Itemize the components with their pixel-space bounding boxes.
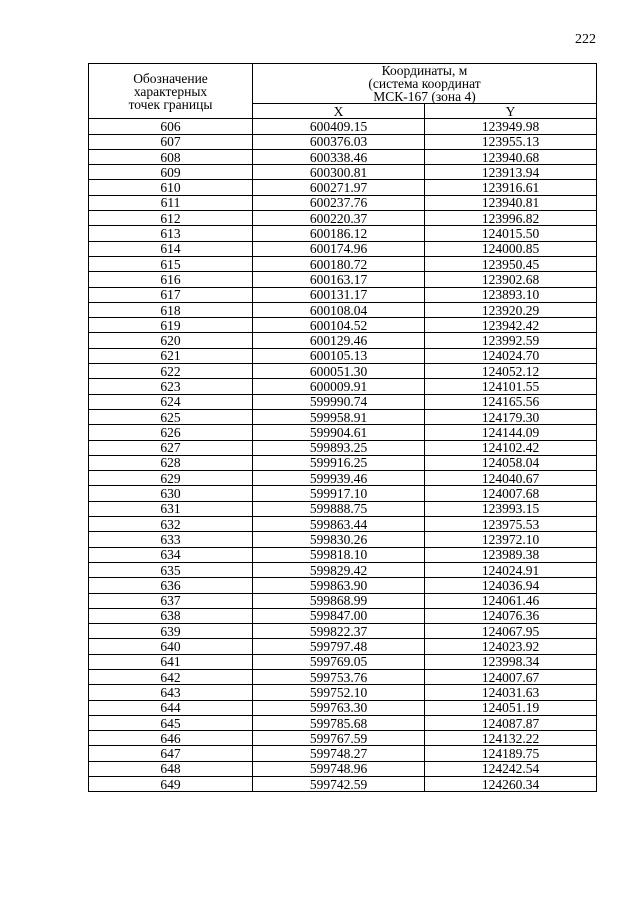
table-row <box>89 440 597 455</box>
table-row <box>89 471 597 486</box>
point-id-cell: 639 <box>89 624 253 639</box>
y-coordinate-cell: 124051.19 <box>425 700 597 715</box>
x-coordinate-cell: 599847.00 <box>253 608 425 623</box>
point-id-cell: 628 <box>89 455 253 470</box>
y-coordinate-cell: 123942.42 <box>425 318 597 333</box>
point-id-cell: 644 <box>89 700 253 715</box>
x-coordinate-cell: 600131.17 <box>253 287 425 302</box>
table-row <box>89 134 597 149</box>
point-id-cell: 641 <box>89 654 253 669</box>
table-row <box>89 425 597 440</box>
table-row <box>89 165 597 180</box>
table-row <box>89 578 597 593</box>
table-row <box>89 731 597 746</box>
y-coordinate-cell: 124007.67 <box>425 669 597 684</box>
table-row <box>89 654 597 669</box>
point-id-cell: 648 <box>89 761 253 776</box>
y-coordinate-cell: 124087.87 <box>425 715 597 730</box>
table-row <box>89 211 597 226</box>
y-coordinate-cell: 123902.68 <box>425 272 597 287</box>
y-coordinate-cell: 124067.95 <box>425 624 597 639</box>
y-coordinate-cell: 124024.70 <box>425 348 597 363</box>
point-id-cell: 621 <box>89 348 253 363</box>
y-coordinate-cell: 124076.36 <box>425 608 597 623</box>
points-header-line: характерных <box>133 83 208 99</box>
y-coordinate-cell: 123993.15 <box>425 501 597 516</box>
y-coordinate-cell: 123998.34 <box>425 654 597 669</box>
point-id-cell: 617 <box>89 287 253 302</box>
y-coordinate-cell: 124024.91 <box>425 562 597 577</box>
point-id-cell: 616 <box>89 272 253 287</box>
x-coordinate-cell: 599904.61 <box>253 425 425 440</box>
table-row <box>89 180 597 195</box>
point-id-cell: 636 <box>89 578 253 593</box>
x-coordinate-cell: 600271.97 <box>253 180 425 195</box>
y-coordinate-cell: 124058.04 <box>425 455 597 470</box>
point-id-cell: 649 <box>89 777 253 792</box>
x-coordinate-cell: 599916.25 <box>253 455 425 470</box>
point-id-cell: 635 <box>89 562 253 577</box>
table-row <box>89 562 597 577</box>
table-row <box>89 379 597 394</box>
table-row <box>89 256 597 271</box>
x-coordinate-cell: 599829.42 <box>253 562 425 577</box>
x-coordinate-cell: 600338.46 <box>253 149 425 164</box>
y-coordinate-cell: 124189.75 <box>425 746 597 761</box>
x-coordinate-cell: 600220.37 <box>253 211 425 226</box>
point-id-cell: 606 <box>89 119 253 134</box>
table-row <box>89 195 597 210</box>
y-coordinate-cell: 124242.54 <box>425 761 597 776</box>
point-id-cell: 613 <box>89 226 253 241</box>
table-row <box>89 777 597 792</box>
x-coordinate-cell: 600376.03 <box>253 134 425 149</box>
y-coordinate-cell: 124144.09 <box>425 425 597 440</box>
x-coordinate-cell: 600163.17 <box>253 272 425 287</box>
x-coordinate-cell: 599888.75 <box>253 501 425 516</box>
point-id-cell: 631 <box>89 501 253 516</box>
coords-header-line: МСК-167 (зона 4) <box>373 89 476 104</box>
x-coordinate-cell: 600186.12 <box>253 226 425 241</box>
table-row <box>89 593 597 608</box>
x-coordinate-cell: 599785.68 <box>253 715 425 730</box>
y-coordinate-cell: 123940.81 <box>425 195 597 210</box>
x-coordinate-cell: 599752.10 <box>253 685 425 700</box>
x-coordinate-cell: 599742.59 <box>253 777 425 792</box>
x-coordinate-cell: 600009.91 <box>253 379 425 394</box>
coordinates-table <box>88 63 597 792</box>
x-coordinate-cell: 600108.04 <box>253 302 425 317</box>
y-coordinate-cell: 123972.10 <box>425 532 597 547</box>
table-row <box>89 409 597 424</box>
table-header-row <box>89 64 597 104</box>
point-id-cell: 629 <box>89 471 253 486</box>
point-id-cell: 618 <box>89 302 253 317</box>
x-coordinate-cell: 599767.59 <box>253 731 425 746</box>
y-coordinate-cell: 123893.10 <box>425 287 597 302</box>
y-coordinate-cell: 123920.29 <box>425 302 597 317</box>
point-id-cell: 630 <box>89 486 253 501</box>
table-row <box>89 532 597 547</box>
point-id-cell: 612 <box>89 211 253 226</box>
table-row <box>89 287 597 302</box>
points-header-line: Обозначение <box>133 70 208 86</box>
table-row <box>89 318 597 333</box>
y-coordinate-cell: 124179.30 <box>425 409 597 424</box>
table-row <box>89 761 597 776</box>
table-row <box>89 241 597 256</box>
point-id-cell: 619 <box>89 318 253 333</box>
x-column-header: X <box>253 104 425 119</box>
x-coordinate-cell: 600105.13 <box>253 348 425 363</box>
point-id-cell: 646 <box>89 731 253 746</box>
x-coordinate-cell: 599753.76 <box>253 669 425 684</box>
y-coordinate-cell: 124000.85 <box>425 241 597 256</box>
table-row <box>89 517 597 532</box>
y-coordinate-cell: 124132.22 <box>425 731 597 746</box>
point-id-cell: 622 <box>89 364 253 379</box>
x-coordinate-cell: 599748.27 <box>253 746 425 761</box>
y-coordinate-cell: 124007.68 <box>425 486 597 501</box>
table-row <box>89 333 597 348</box>
x-coordinate-cell: 599763.30 <box>253 700 425 715</box>
point-id-cell: 626 <box>89 425 253 440</box>
y-coordinate-cell: 123989.38 <box>425 547 597 562</box>
x-coordinate-cell: 599822.37 <box>253 624 425 639</box>
table-row <box>89 486 597 501</box>
x-coordinate-cell: 599863.90 <box>253 578 425 593</box>
point-id-cell: 609 <box>89 165 253 180</box>
x-coordinate-cell: 600129.46 <box>253 333 425 348</box>
y-coordinate-cell: 123992.59 <box>425 333 597 348</box>
point-id-cell: 624 <box>89 394 253 409</box>
point-id-cell: 615 <box>89 256 253 271</box>
x-coordinate-cell: 599868.99 <box>253 593 425 608</box>
point-id-cell: 623 <box>89 379 253 394</box>
y-coordinate-cell: 124040.67 <box>425 471 597 486</box>
table-row <box>89 746 597 761</box>
y-coordinate-cell: 123949.98 <box>425 119 597 134</box>
point-id-cell: 638 <box>89 608 253 623</box>
table-row <box>89 608 597 623</box>
table-row <box>89 348 597 363</box>
x-coordinate-cell: 600051.30 <box>253 364 425 379</box>
point-id-cell: 645 <box>89 715 253 730</box>
x-coordinate-cell: 600174.96 <box>253 241 425 256</box>
table-row <box>89 669 597 684</box>
x-coordinate-cell: 599830.26 <box>253 532 425 547</box>
point-id-cell: 610 <box>89 180 253 195</box>
x-coordinate-cell: 599863.44 <box>253 517 425 532</box>
point-id-cell: 632 <box>89 517 253 532</box>
table-row <box>89 700 597 715</box>
y-coordinate-cell: 124102.42 <box>425 440 597 455</box>
table-row <box>89 119 597 134</box>
x-coordinate-cell: 599893.25 <box>253 440 425 455</box>
y-coordinate-cell: 124260.34 <box>425 777 597 792</box>
point-id-cell: 642 <box>89 669 253 684</box>
x-coordinate-cell: 600104.52 <box>253 318 425 333</box>
point-id-cell: 627 <box>89 440 253 455</box>
x-coordinate-cell: 599958.91 <box>253 409 425 424</box>
table-row <box>89 394 597 409</box>
table-row <box>89 501 597 516</box>
page-number: 222 <box>575 32 596 47</box>
y-coordinate-cell: 123996.82 <box>425 211 597 226</box>
table-row <box>89 547 597 562</box>
table-row <box>89 685 597 700</box>
point-id-cell: 647 <box>89 746 253 761</box>
y-coordinate-cell: 123940.68 <box>425 149 597 164</box>
x-coordinate-cell: 599990.74 <box>253 394 425 409</box>
point-id-cell: 611 <box>89 195 253 210</box>
y-coordinate-cell: 123975.53 <box>425 517 597 532</box>
x-coordinate-cell: 600300.81 <box>253 165 425 180</box>
table-row <box>89 715 597 730</box>
table-row <box>89 272 597 287</box>
table-row <box>89 455 597 470</box>
x-coordinate-cell: 599769.05 <box>253 654 425 669</box>
table-row <box>89 639 597 654</box>
y-coordinate-cell: 124036.94 <box>425 578 597 593</box>
x-coordinate-cell: 599917.10 <box>253 486 425 501</box>
table-row <box>89 302 597 317</box>
point-id-cell: 637 <box>89 593 253 608</box>
y-coordinate-cell: 124101.55 <box>425 379 597 394</box>
y-coordinate-cell: 124061.46 <box>425 593 597 608</box>
coords-header-line: Координаты, м <box>381 63 468 78</box>
point-id-cell: 614 <box>89 241 253 256</box>
y-coordinate-cell: 124023.92 <box>425 639 597 654</box>
table-row <box>89 364 597 379</box>
point-id-cell: 643 <box>89 685 253 700</box>
coords-header-line: (система координат <box>368 76 481 91</box>
y-coordinate-cell: 123913.94 <box>425 165 597 180</box>
table-row <box>89 149 597 164</box>
points-column-header <box>89 64 253 119</box>
table-row <box>89 624 597 639</box>
y-coordinate-cell: 123950.45 <box>425 256 597 271</box>
x-coordinate-cell: 599748.96 <box>253 761 425 776</box>
y-column-header: Y <box>425 104 597 119</box>
table-row <box>89 226 597 241</box>
point-id-cell: 608 <box>89 149 253 164</box>
point-id-cell: 640 <box>89 639 253 654</box>
table-body <box>89 119 597 792</box>
y-coordinate-cell: 124165.56 <box>425 394 597 409</box>
y-coordinate-cell: 123916.61 <box>425 180 597 195</box>
x-coordinate-cell: 599939.46 <box>253 471 425 486</box>
x-coordinate-cell: 600180.72 <box>253 256 425 271</box>
y-coordinate-cell: 123955.13 <box>425 134 597 149</box>
y-coordinate-cell: 124015.50 <box>425 226 597 241</box>
y-coordinate-cell: 124052.12 <box>425 364 597 379</box>
y-coordinate-cell: 124031.63 <box>425 685 597 700</box>
point-id-cell: 633 <box>89 532 253 547</box>
x-coordinate-cell: 599818.10 <box>253 547 425 562</box>
coordinates-column-header <box>253 64 597 104</box>
point-id-cell: 620 <box>89 333 253 348</box>
x-coordinate-cell: 600237.76 <box>253 195 425 210</box>
x-coordinate-cell: 599797.48 <box>253 639 425 654</box>
point-id-cell: 625 <box>89 409 253 424</box>
x-coordinate-cell: 600409.15 <box>253 119 425 134</box>
points-header-line: точек границы <box>128 96 213 112</box>
point-id-cell: 607 <box>89 134 253 149</box>
point-id-cell: 634 <box>89 547 253 562</box>
